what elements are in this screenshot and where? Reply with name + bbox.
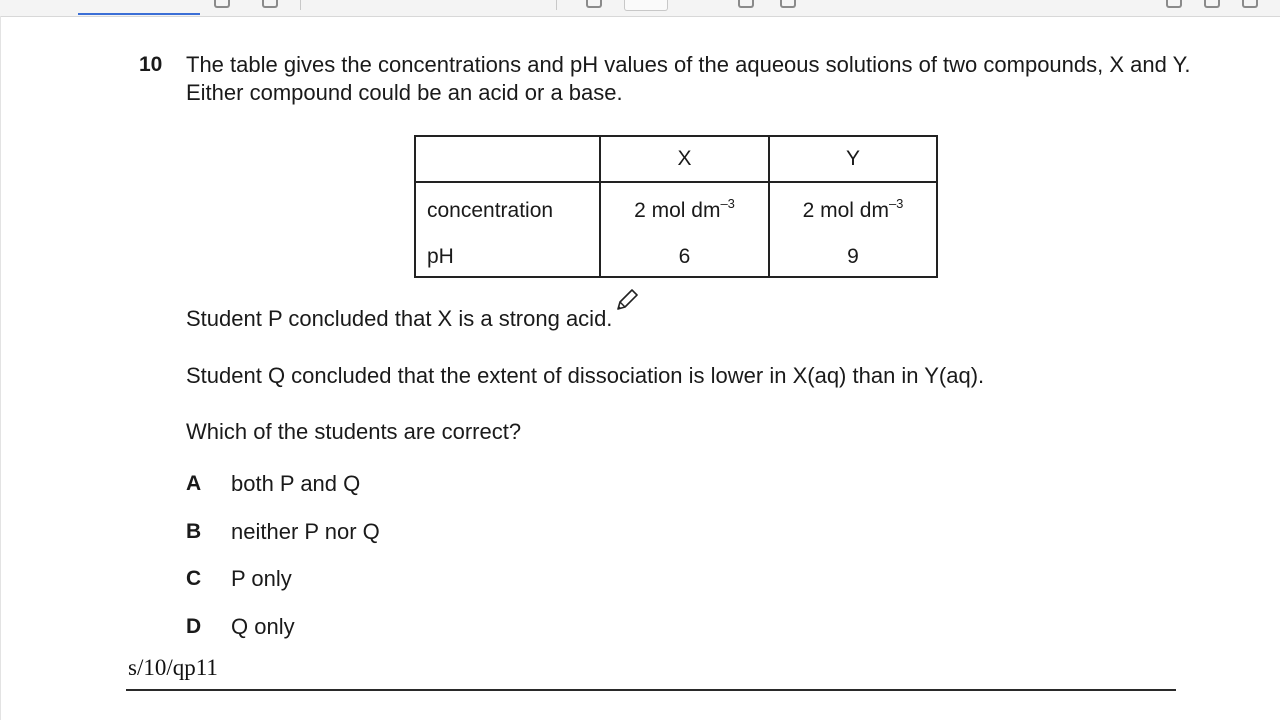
option-c-text: P only: [231, 566, 292, 591]
toolbar-divider: [556, 0, 557, 10]
option-c-letter: C: [186, 567, 202, 590]
y-concentration-exponent: –3: [888, 196, 904, 211]
page-number-field[interactable]: [624, 0, 668, 11]
table-header-empty: [415, 136, 600, 182]
option-d-text: Q only: [231, 614, 295, 639]
table-x-cell: [600, 182, 769, 277]
draw-icon[interactable]: [738, 0, 754, 8]
student-p-statement: Student P concluded that X is a strong acid.: [186, 306, 613, 331]
table-header-row: [415, 136, 937, 182]
print-icon[interactable]: [1166, 0, 1182, 8]
page-edge: [0, 16, 1, 720]
table-header-y: Y: [769, 136, 937, 182]
fit-page-icon[interactable]: [780, 0, 796, 8]
pencil-cursor-icon: [614, 287, 640, 313]
x-concentration-exponent: –3: [720, 196, 735, 211]
question-text: The table gives the concentrations and pH values of the aqueous solutions of two compounds, X and Y. Either compound could be an acid or a base.: [186, 52, 1191, 105]
x-concentration-value: 2 mol dm: [634, 199, 721, 222]
question-prompt: Which of the students are correct?: [186, 419, 522, 444]
save-icon[interactable]: [1204, 0, 1220, 8]
paper-code: s/10/qp11: [128, 655, 218, 680]
question-number: 10: [139, 53, 163, 76]
x-concentration: [601, 196, 768, 223]
ph-label: pH: [427, 245, 454, 268]
x-ph: 6: [678, 245, 691, 268]
table-label-cell: [415, 182, 600, 277]
table-row: [415, 182, 937, 277]
y-ph: 9: [847, 245, 859, 268]
option-a-letter: A: [186, 472, 202, 495]
y-concentration: [770, 196, 936, 223]
option-b-letter: B: [186, 520, 202, 543]
option-b-text: neither P nor Q: [231, 519, 380, 544]
image-icon[interactable]: [262, 0, 278, 8]
option-a-text: both P and Q: [231, 471, 361, 496]
toolbar-divider: [300, 0, 301, 10]
y-concentration-value: 2 mol dm: [802, 199, 889, 222]
option-d-letter: D: [186, 615, 202, 638]
footer-divider: [126, 689, 1176, 691]
share-icon[interactable]: [1242, 0, 1258, 8]
table-y-cell: [769, 182, 937, 277]
page-view-icon[interactable]: [586, 0, 602, 8]
comment-icon[interactable]: [214, 0, 230, 8]
viewer-toolbar: [0, 0, 1280, 17]
active-tab-indicator[interactable]: [78, 0, 200, 15]
table-header-x: X: [600, 136, 769, 182]
concentration-label: concentration: [427, 199, 554, 222]
data-table: [414, 135, 938, 278]
student-q-statement: Student Q concluded that the extent of dissociation is lower in X(aq) than in Y(aq).: [186, 363, 985, 388]
